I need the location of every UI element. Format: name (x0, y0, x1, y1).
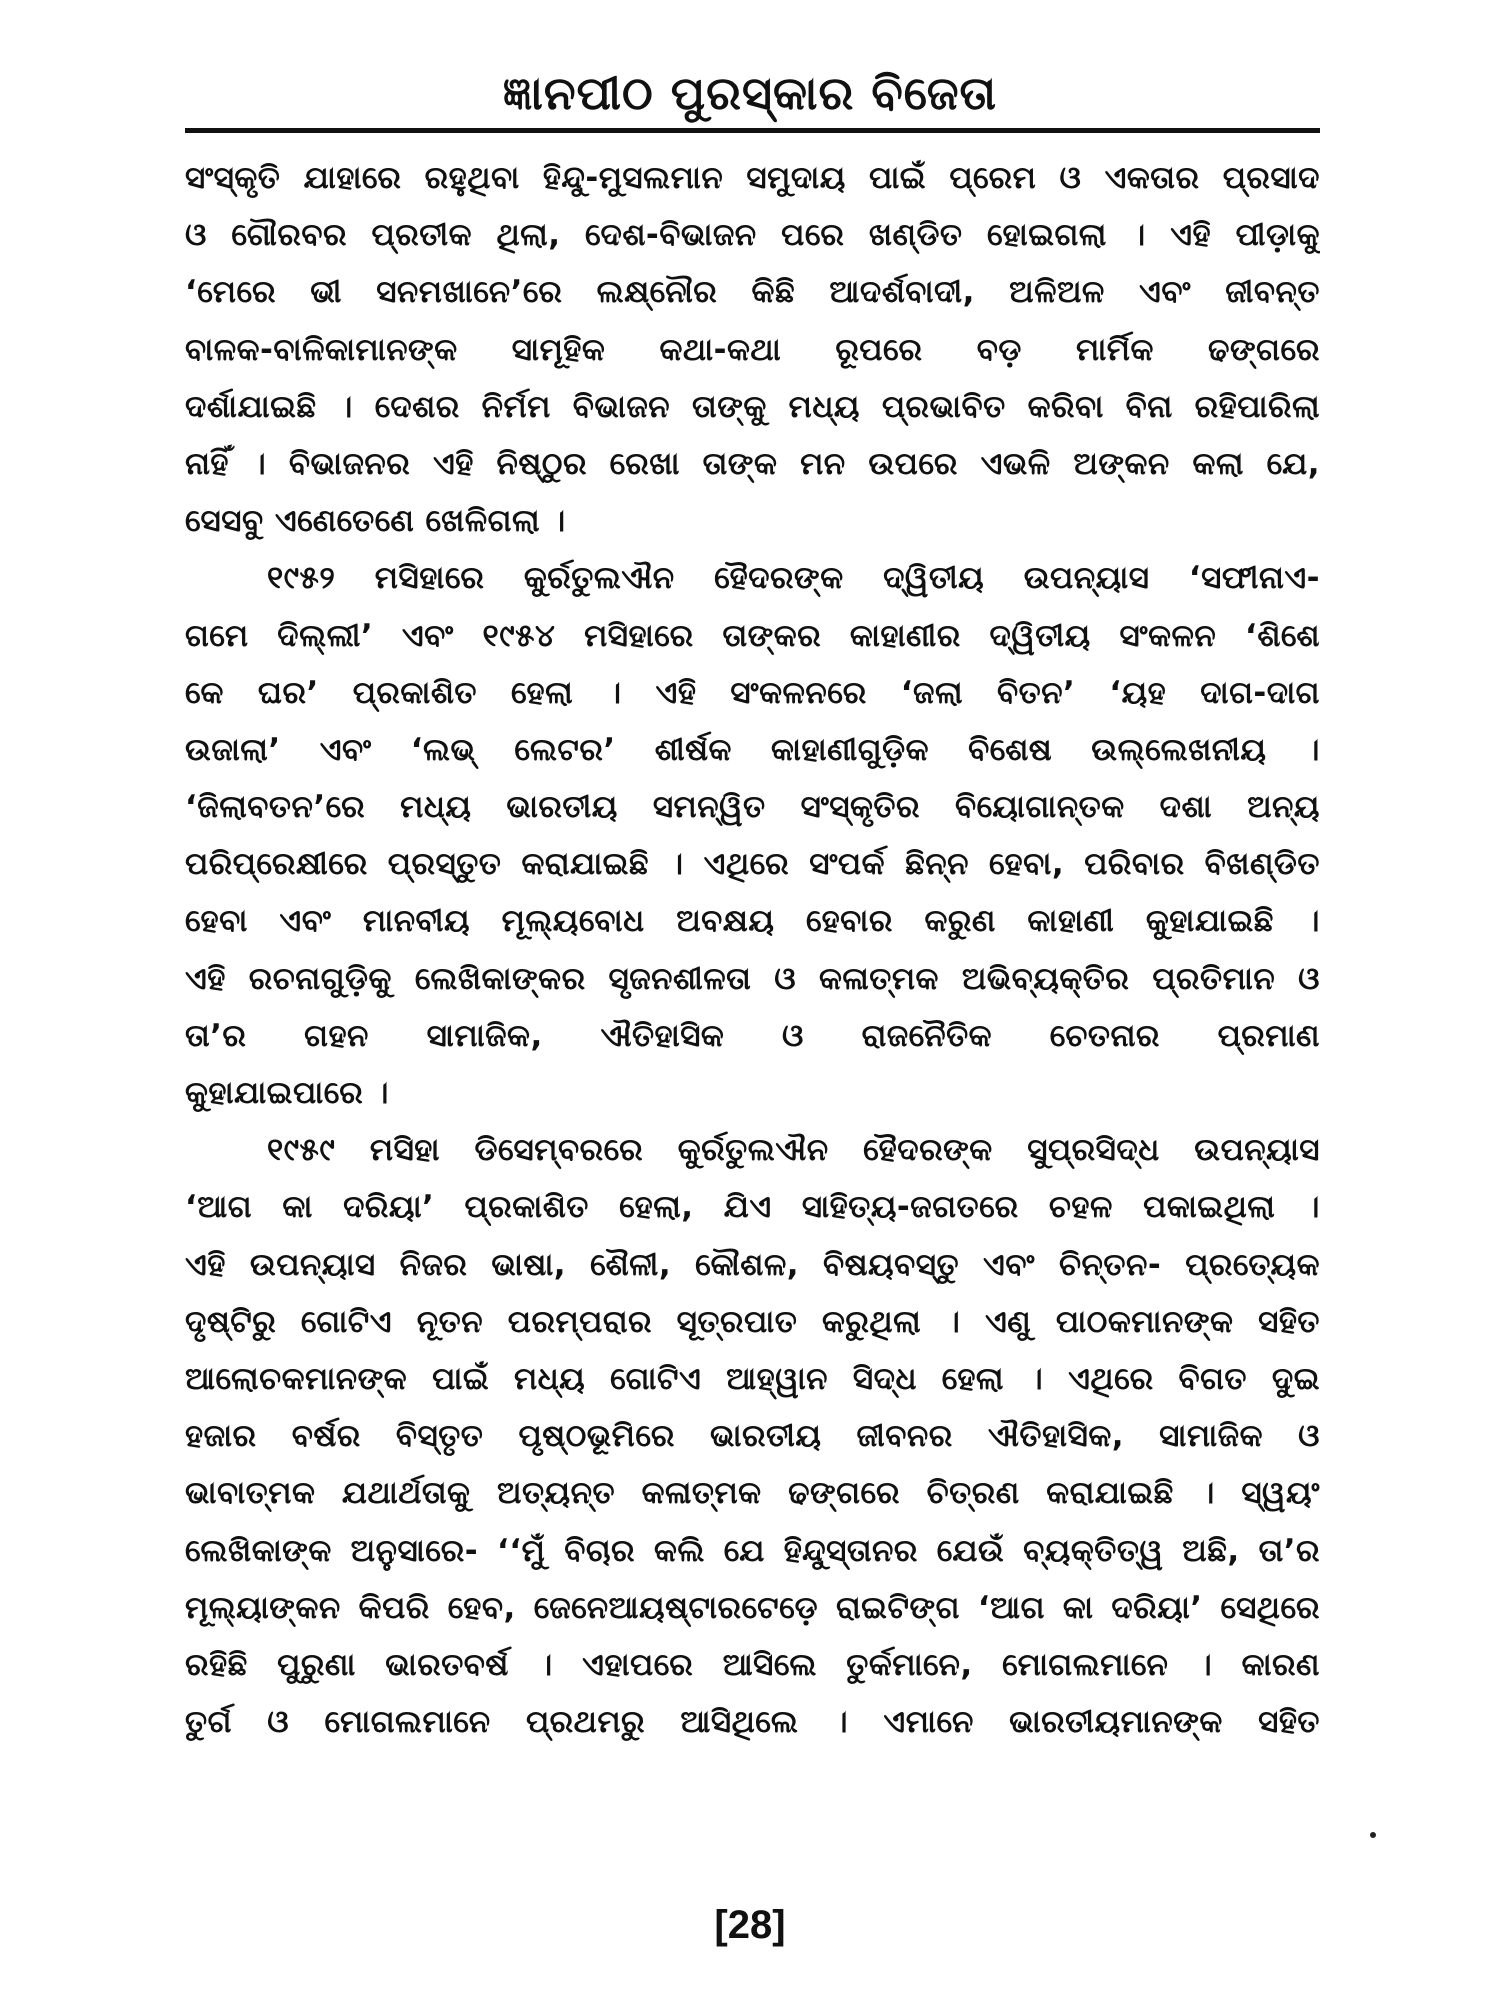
text-line: ଲେଖିକାଙ୍କ ଅନୁସାରେ- ‘‘ମୁଁ ବିଚାର କଲି ଯେ ହିନ୍ଦୁସ୍ତାନର ଯେଉଁ ବ୍ୟକ୍ତିତ୍ୱ ଅଛି, ତା’ର (185, 1532, 1320, 1569)
text-line: ତା’ର ଗହନ ସାମାଜିକ, ଐତିହାସିକ ଓ ରାଜନୈତିକ ଚେତନାର ପ୍ରମାଣ (185, 1017, 1320, 1054)
text-line: ଦର୍ଶାଯାଇଛି । ଦେଶର ନିର୍ମମ ବିଭାଜନ ତାଙ୍କୁ ମଧ୍ୟ ପ୍ରଭାବିତ କରିବା ବିନା ରହିପାରିଲା (185, 388, 1320, 425)
text-line: ‘ମେରେ ଭୀ ସନମଖାନେ’ରେ ଲକ୍ଷ୍ନୌର କିଛି ଆଦର୍ଶବାଦୀ, ଅଳିଅଳ ଏବଂ ଜୀବନ୍ତ (185, 274, 1320, 311)
running-header-title: ଜ୍ଞାନପୀଠ ପୁରସ୍କାର ବିଜେତା (502, 66, 998, 120)
page-number: [28] (714, 1903, 786, 1947)
header-divider (185, 128, 1320, 133)
text-line: ଓ ଗୌରବର ପ୍ରତୀକ ଥିଲା, ଦେଶ-ବିଭାଜନ ପରେ ଖଣ୍ଡିତ ହୋଇଗଲା । ଏହି ପୀଡ଼ାକୁ (185, 217, 1320, 254)
text-line: ତୁର୍ଗ ଓ ମୋଗଲମାନେ ପ୍ରଥମରୁ ଆସିଥିଲେ । ଏମାନେ ଭାରତୀୟମାନଙ୍କ ସହିତ (185, 1704, 1320, 1741)
text-line: ‘ଜିଲାବତନ’ରେ ମଧ୍ୟ ଭାରତୀୟ ସମନ୍ୱିତ ସଂସ୍କୃତିର ବିୟୋଗାନ୍ତକ ଦଶା ଅନ୍ୟ (185, 789, 1320, 826)
text-line: ହଜାର ବର୍ଷର ବିସ୍ତୃତ ପୃଷ୍ଠଭୂମିରେ ଭାରତୀୟ ଜୀବନର ଐତିହାସିକ, ସାମାଜିକ ଓ (185, 1418, 1320, 1455)
text-line: ଦୃଷ୍ଟିରୁ ଗୋଟିଏ ନୂତନ ପରମ୍ପରାର ସୂତ୍ରପାତ କରୁଥିଲା । ଏଣୁ ପାଠକମାନଙ୍କ ସହିତ (185, 1303, 1320, 1340)
margin-mark (1370, 1832, 1376, 1838)
text-line: ଏହି ରଚନାଗୁଡ଼ିକୁ ଲେଖିକାଙ୍କର ସୃଜନଶୀଳତା ଓ କଳାତ୍ମକ ଅଭିବ୍ୟକ୍ତିର ପ୍ରତିମାନ ଓ (185, 960, 1320, 997)
text-line: ୧୯୫୨ ମସିହାରେ କୁର୍ରତୁଲଐନ ହୈଦରଙ୍କ ଦ୍ୱିତୀୟ ଉପନ୍ୟାସ ‘ସଫୀନାଏ- (267, 560, 1320, 597)
text-line: ହେବା ଏବଂ ମାନବୀୟ ମୂଲ୍ୟବୋଧ ଅବକ୍ଷୟ ହେବାର କରୁଣ କାହାଣୀ କୁହାଯାଇଛି । (185, 903, 1320, 940)
text-line: କେ ଘର’ ପ୍ରକାଶିତ ହେଲା । ଏହି ସଂକଳନରେ ‘ଜଲା ବିତନ’ ‘ୟହ ଦାଗ-ଦାଗ (185, 674, 1320, 711)
text-line: ଉଜାଲା’ ଏବଂ ‘ଲଭ୍ ଲେଟର’ ଶୀର୍ଷକ କାହାଣୀଗୁଡ଼ିକ ବିଶେଷ ଉଲ୍ଲେଖନୀୟ । (185, 731, 1320, 768)
text-line: ଭାବାତ୍ମକ ଯଥାର୍ଥତାକୁ ଅତ୍ୟନ୍ତ କଳାତ୍ମକ ଢଙ୍ଗରେ ଚିତ୍ରଣ କରାଯାଇଛି । ସ୍ୱୟଂ (185, 1475, 1320, 1512)
text-line: ଗମେ ଦିଲ୍ଲୀ’ ଏବଂ ୧୯୫୪ ମସିହାରେ ତାଙ୍କର କାହାଣୀର ଦ୍ୱିତୀୟ ସଂକଳନ ‘ଶିଶେ (185, 617, 1320, 654)
text-line: ସେସବୁ ଏଣେତେଣେ ଖେଳିଗଲା । (185, 503, 566, 540)
text-line: ମୂଲ୍ୟାଙ୍କନ କିପରି ହେବ, ଜେନେଆୟଷ୍ଟାରଟେଡ଼େ ରାଇଟିଙ୍ଗ ‘ଆଗ କା ଦରିୟା’ ସେଥିରେ (185, 1589, 1320, 1626)
text-line: ନାହିଁ । ବିଭାଜନର ଏହି ନିଷ୍ଠୁର ରେଖା ତାଙ୍କ ମନ ଉପରେ ଏଭଳି ଅଙ୍କନ କଲା ଯେ, (185, 445, 1320, 482)
text-line: ସଂସ୍କୃତି ଯାହାରେ ରହୁଥିବା ହିନ୍ଦୁ-ମୁସଲମାନ ସମୁଦାୟ ପାଇଁ ପ୍ରେମ ଓ ଏକତାର ପ୍ରସାଦ (185, 160, 1320, 196)
text-line: ଏହି ଉପନ୍ୟାସ ନିଜର ଭାଷା, ଶୈଳୀ, କୌଶଳ, ବିଷୟବସ୍ତୁ ଏବଂ ଚିନ୍ତନ- ପ୍ରତ୍ୟେକ (185, 1246, 1320, 1283)
text-line: ଆଲୋଚକମାନଙ୍କ ପାଇଁ ମଧ୍ୟ ଗୋଟିଏ ଆହ୍ୱାନ ସିଦ୍ଧ ହେଲା । ଏଥିରେ ବିଗତ ଦୁଇ (185, 1360, 1320, 1397)
text-line: ବାଳକ-ବାଳିକାମାନଙ୍କ ସାମୂହିକ କଥା-କଥା ରୂପରେ ବଡ଼ ମାର୍ମିକ ଢଙ୍ଗରେ (185, 331, 1320, 368)
text-line: ‘ଆଗ କା ଦରିୟା’ ପ୍ରକାଶିତ ହେଲା, ଯିଏ ସାହିତ୍ୟ-ଜଗତରେ ଚହଳ ପକାଇଥିଲା । (185, 1189, 1320, 1226)
text-line: ପରିପ୍ରେକ୍ଷୀରେ ପ୍ରସ୍ତୁତ କରାଯାଇଛି । ଏଥିରେ ସଂପର୍କ ଛିନ୍ନ ହେବା, ପରିବାର ବିଖଣ୍ଡିତ (185, 846, 1320, 883)
text-line: ରହିଛି ପୁରୁଣା ଭାରତବର୍ଷ । ଏହାପରେ ଆସିଲେ ତୁର୍କମାନେ, ମୋଗଲମାନେ । କାରଣ (185, 1646, 1320, 1683)
text-line: ୧୯୫୯ ମସିହା ଡିସେମ୍ବରରେ କୁର୍ରତୁଲଐନ ହୈଦରଙ୍କ ସୁପ୍ରସିଦ୍ଧ ଉପନ୍ୟାସ (267, 1132, 1320, 1169)
body-text (185, 150, 1320, 1870)
text-line: କୁହାଯାଇପାରେ । (185, 1075, 389, 1111)
